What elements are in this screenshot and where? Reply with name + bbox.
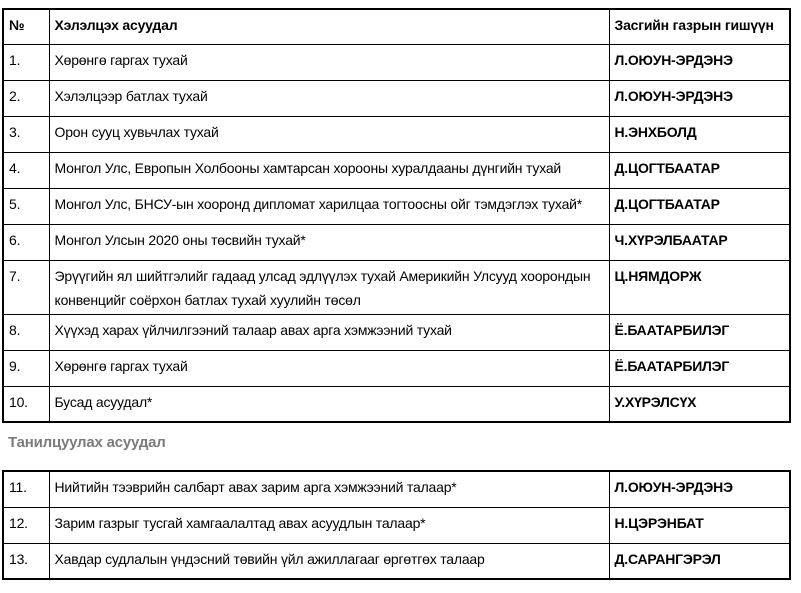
member-cell: Л.ОЮУН-ЭРДЭНЭ [609,471,790,507]
table-row [3,116,790,152]
member-cell: Ё.БААТАРБИЛЭГ [609,350,790,386]
table-row [3,80,790,116]
row-number: 8. [3,314,49,350]
discussion-issues-table [2,8,791,423]
table-header-row [3,9,790,44]
row-number: 7. [3,260,49,314]
table-row [3,260,790,314]
row-number: 12. [3,507,49,543]
issue-cell: Хөрөнгө гаргах тухай [49,350,609,386]
member-cell: Д.САРАНГЭРЭЛ [609,543,790,579]
member-cell: Н.ЭНХБОЛД [609,116,790,152]
issue-cell: Бусад асуудал* [49,386,609,422]
member-cell: Ч.ХҮРЭЛБААТАР [609,224,790,260]
member-cell: Ц.НЯМДОРЖ [609,260,790,314]
table-row [3,152,790,188]
member-cell: У.ХҮРЭЛСҮХ [609,386,790,422]
table-row [3,224,790,260]
issue-cell: Монгол Улсын 2020 оны төсвийн тухай* [49,224,609,260]
member-cell: Л.ОЮУН-ЭРДЭНЭ [609,44,790,80]
row-number: 2. [3,80,49,116]
table-row [3,314,790,350]
issue-cell: Хавдар судлалын үндэсний төвийн үйл ажиллагааг өргөтгөх талаар [49,543,609,579]
member-cell: Н.ЦЭРЭНБАТ [609,507,790,543]
table-row [3,507,790,543]
introduction-issues-table [2,470,791,580]
table-row [3,386,790,422]
issue-cell: Зарим газрыг тусгай хамгаалалтад авах асуудлын талаар* [49,507,609,543]
table-row [3,543,790,579]
issue-cell: Хөрөнгө гаргах тухай [49,44,609,80]
row-number: 11. [3,471,49,507]
row-number: 4. [3,152,49,188]
row-number: 1. [3,44,49,80]
issue-cell: Нийтийн тээврийн салбарт авах зарим арга хэмжээний талаар* [49,471,609,507]
issue-cell: Монгол Улс, БНСУ-ын хооронд дипломат харилцаа тогтоосны ойг тэмдэглэх тухай* [49,188,609,224]
row-number: 3. [3,116,49,152]
issue-cell: Орон сууц хувьчлах тухай [49,116,609,152]
col-header-issue: Хэлэлцэх асуудал [49,9,609,44]
table-row [3,350,790,386]
issue-cell: Монгол Улс, Европын Холбооны хамтарсан хорооны хуралдааны дүнгийн тухай [49,152,609,188]
issue-cell: Эрүүгийн ял шийтгэлийг гадаад улсад эдлүүлэх тухай Америкийн Улсууд хоорондын конвенцийг соёрхон батлах тухай хуулийн төсөл [49,260,609,314]
table-row [3,188,790,224]
member-cell: Л.ОЮУН-ЭРДЭНЭ [609,80,790,116]
row-number: 6. [3,224,49,260]
issue-cell: Хүүхэд харах үйлчилгээний талаар авах арга хэмжээний тухай [49,314,609,350]
col-header-member: Засгийн газрын гишүүн [609,9,790,44]
section-heading-intro-issues: Танилцуулах асуудал [8,434,166,451]
member-cell: Ё.БААТАРБИЛЭГ [609,314,790,350]
row-number: 13. [3,543,49,579]
table-row [3,471,790,507]
col-header-number: № [3,9,49,44]
row-number: 9. [3,350,49,386]
issue-cell: Хэлэлцээр батлах тухай [49,80,609,116]
member-cell: Д.ЦОГТБААТАР [609,152,790,188]
member-cell: Д.ЦОГТБААТАР [609,188,790,224]
table-row [3,44,790,80]
row-number: 5. [3,188,49,224]
row-number: 10. [3,386,49,422]
